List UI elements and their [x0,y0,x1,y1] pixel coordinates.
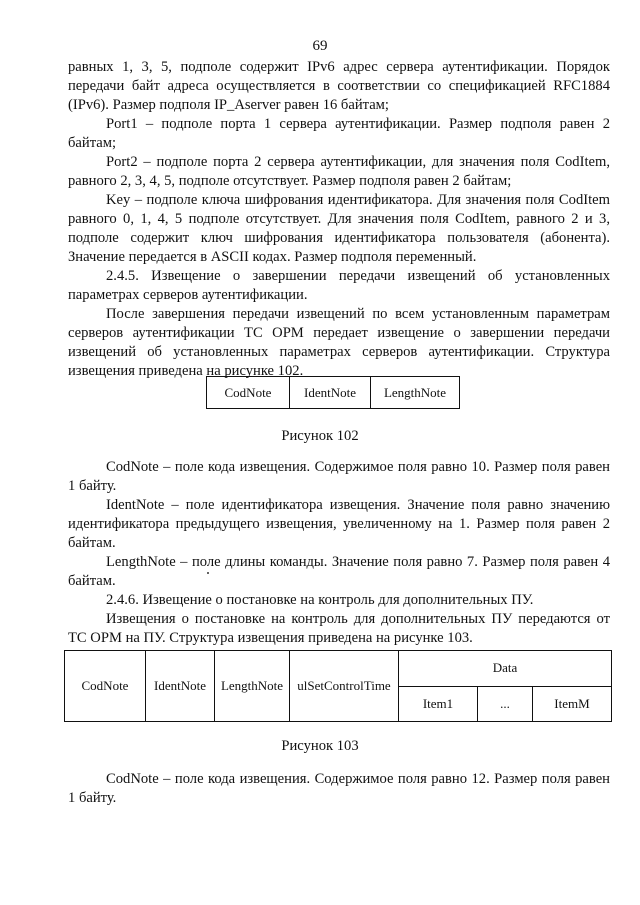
paragraph-ipv6: равных 1, 3, 5, подполе содержит IPv6 адрес сервера аутентификации. Порядок передачи байт адреса осуществляется в соответствии со спецификацией RFC1884 (IPv6). Размер подполя IP_Aserver равен 16 байтам; [68,59,610,113]
table-cell-itemm: ItemM [533,686,612,722]
table-row [207,377,460,409]
figure-103-table [64,650,612,722]
section-heading-2-4-6: 2.4.6. Извещение о постановке на контроль для дополнительных ПУ. [106,592,534,608]
text-block-top [68,58,610,381]
table-cell-lengthnote: LengthNote [215,651,290,722]
figure-102-caption: Рисунок 102 [281,428,359,444]
paragraph-after-completion: После завершения передачи извещений по всем установленным параметрам серверов аутентификации ТС ОРМ передает извещение о завершении передачи извещений об установленных параметрах серверов аутентификации. Структура извещения приведена на рисунке 102. [68,306,610,379]
paragraph-codnote-12: CodNote – поле кода извещения. Содержимое поля равно 12. Размер поля равен 1 байту. [68,771,610,806]
paragraph-port1: Port1 – подполе порта 1 сервера аутентификации. Размер подполя равен 2 байтам; [68,116,610,151]
table-cell-item1: Item1 [399,686,478,722]
scan-speck [207,572,209,574]
page-number: 69 [312,38,328,54]
table-row [65,651,612,687]
paragraph-lengthnote: LengthNote – поле длины команды. Значение поля равно 7. Размер поля равен 4 байтам. [68,554,610,589]
paragraph-identnote: IdentNote – поле идентификатора извещения. Значение поля равно значению идентификатора предыдущего извещения, увеличенному на 1. Размер поля равен 2 байтам. [68,497,610,551]
figure-102-table [206,376,460,409]
table-cell-ulsetcontroltime: ulSetControlTime [290,651,399,722]
text-block-bottom [68,770,610,808]
paragraph-port2: Port2 – подполе порта 2 сервера аутентификации, для значения поля CodItem, равного 2, 3, 4, 5, подполе отсутствует. Размер подполя равен 2 байтам; [68,154,610,189]
text-block-middle [68,458,610,648]
figure-103-caption: Рисунок 103 [281,738,359,754]
paragraph-additional-pu: Извещения о постановке на контроль для дополнительных ПУ передаются от ТС ОРМ на ПУ. Структура извещения приведена на рисунке 103. [68,611,610,646]
table-cell-data: Data [399,651,612,687]
paragraph-key: Key – подполе ключа шифрования идентификатора. Для значения поля CodItem равного 0, 1, 4, 5 подполе отсутствует. Для значения поля CodItem, равного 2 и 3, подполе содержит ключ шифрования идентификатора пользователя (абонента). Значение передается в ASCII кодах. Размер подполя переменный. [68,192,610,265]
table-cell-ellipsis: ... [478,686,533,722]
table-cell-identnote: IdentNote [146,651,215,722]
table-cell-codnote: CodNote [65,651,146,722]
table-cell-codnote: CodNote [207,377,290,409]
table-cell-identnote: IdentNote [290,377,371,409]
section-heading-2-4-5: 2.4.5. Извещение о завершении передачи извещений об установленных параметрах серверов аутентификации. [68,268,610,303]
table-cell-lengthnote: LengthNote [371,377,460,409]
paragraph-codnote: CodNote – поле кода извещения. Содержимое поля равно 10. Размер поля равен 1 байту. [68,459,610,494]
